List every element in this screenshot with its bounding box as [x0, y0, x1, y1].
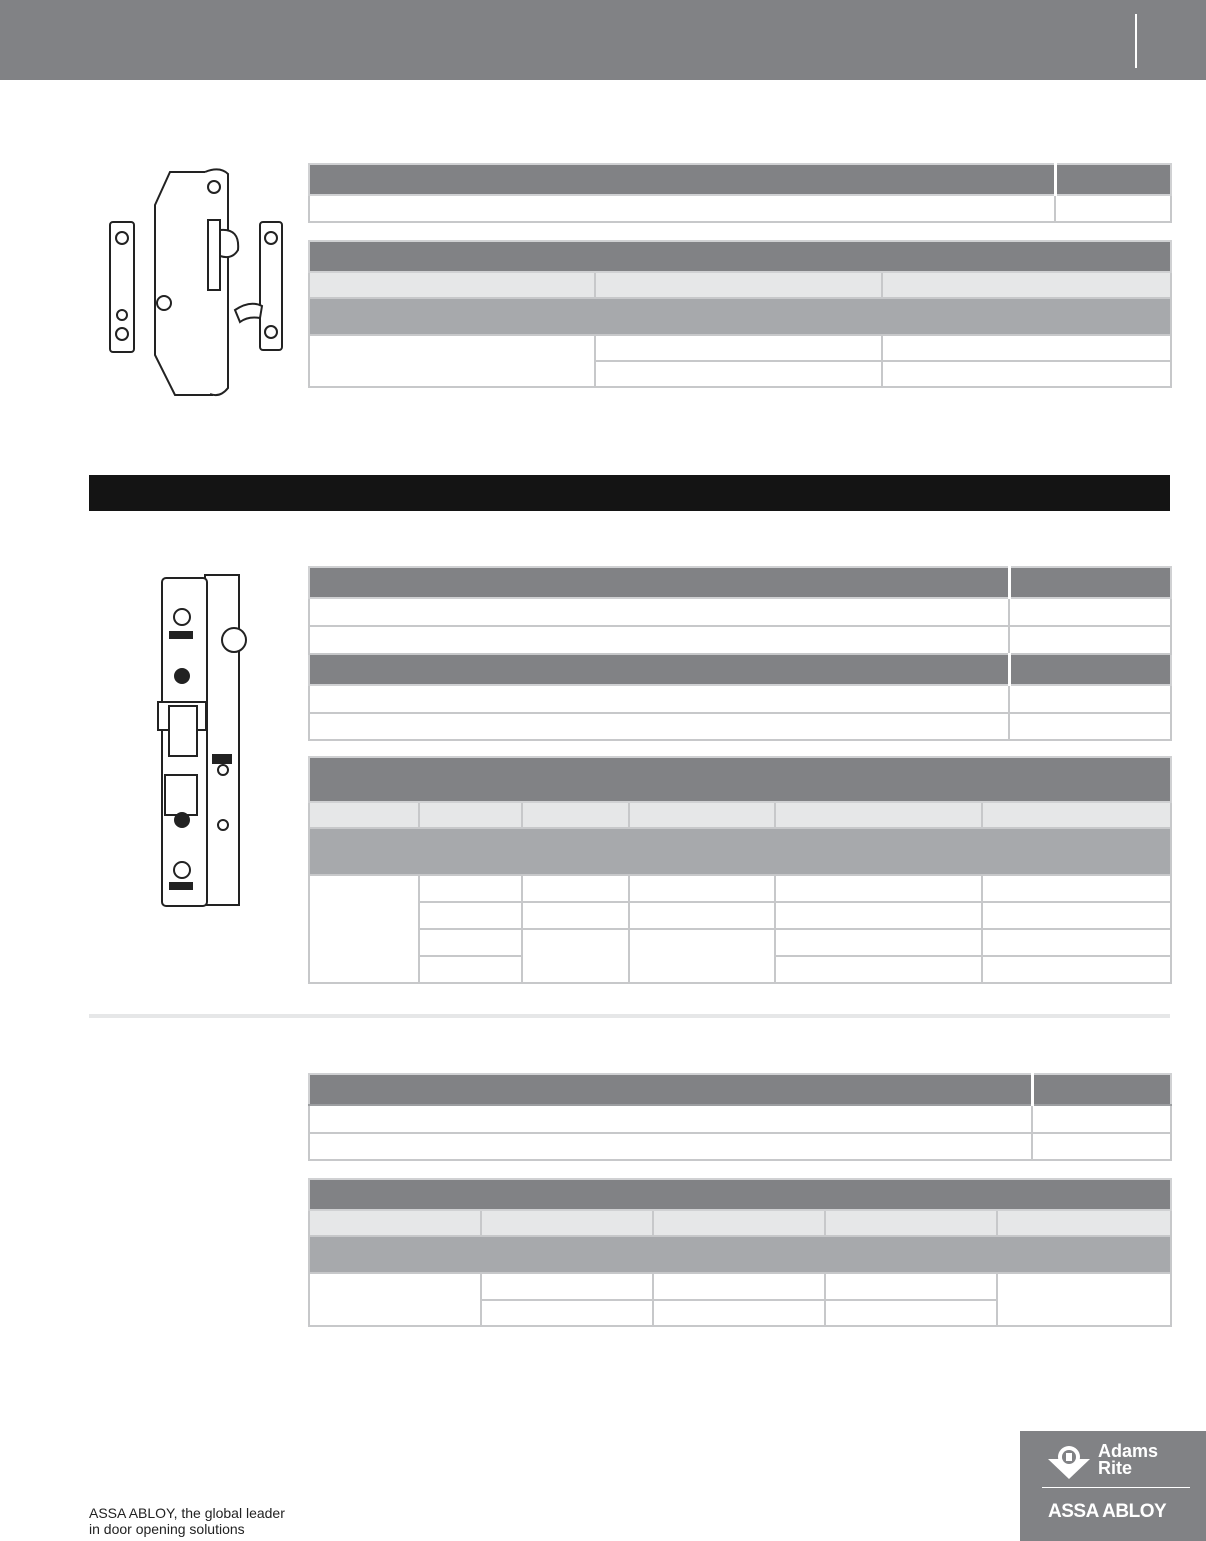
- table-1-header: [308, 163, 1172, 223]
- brand-line-1: Adams: [1098, 1441, 1159, 1461]
- table-2-detail: [308, 756, 1172, 984]
- footer-tagline: [89, 1505, 285, 1537]
- table-3-header: [308, 1073, 1172, 1161]
- brand-line-2: Rite: [1098, 1458, 1133, 1478]
- table-1-detail: [308, 240, 1172, 388]
- hook-lock-illustration: [100, 160, 300, 400]
- logo-divider: [1042, 1487, 1190, 1488]
- section-band: [89, 475, 1170, 511]
- header-divider: [1135, 14, 1137, 68]
- tagline-line-1: ASSA ABLOY, the global leader: [89, 1505, 285, 1521]
- tagline-line-2: in door opening solutions: [89, 1521, 245, 1537]
- parent-brand: ASSA ABLOY: [1048, 1501, 1167, 1522]
- section-divider: [89, 1014, 1170, 1018]
- brand-name: [1098, 1443, 1158, 1477]
- table-3-detail: [308, 1178, 1172, 1327]
- header-bar: [0, 0, 1206, 80]
- table-2-header: [308, 566, 1172, 741]
- adams-rite-logo: [1020, 1431, 1206, 1541]
- deadlock-illustration: [155, 570, 250, 915]
- adams-rite-logo-icon: [1046, 1445, 1092, 1481]
